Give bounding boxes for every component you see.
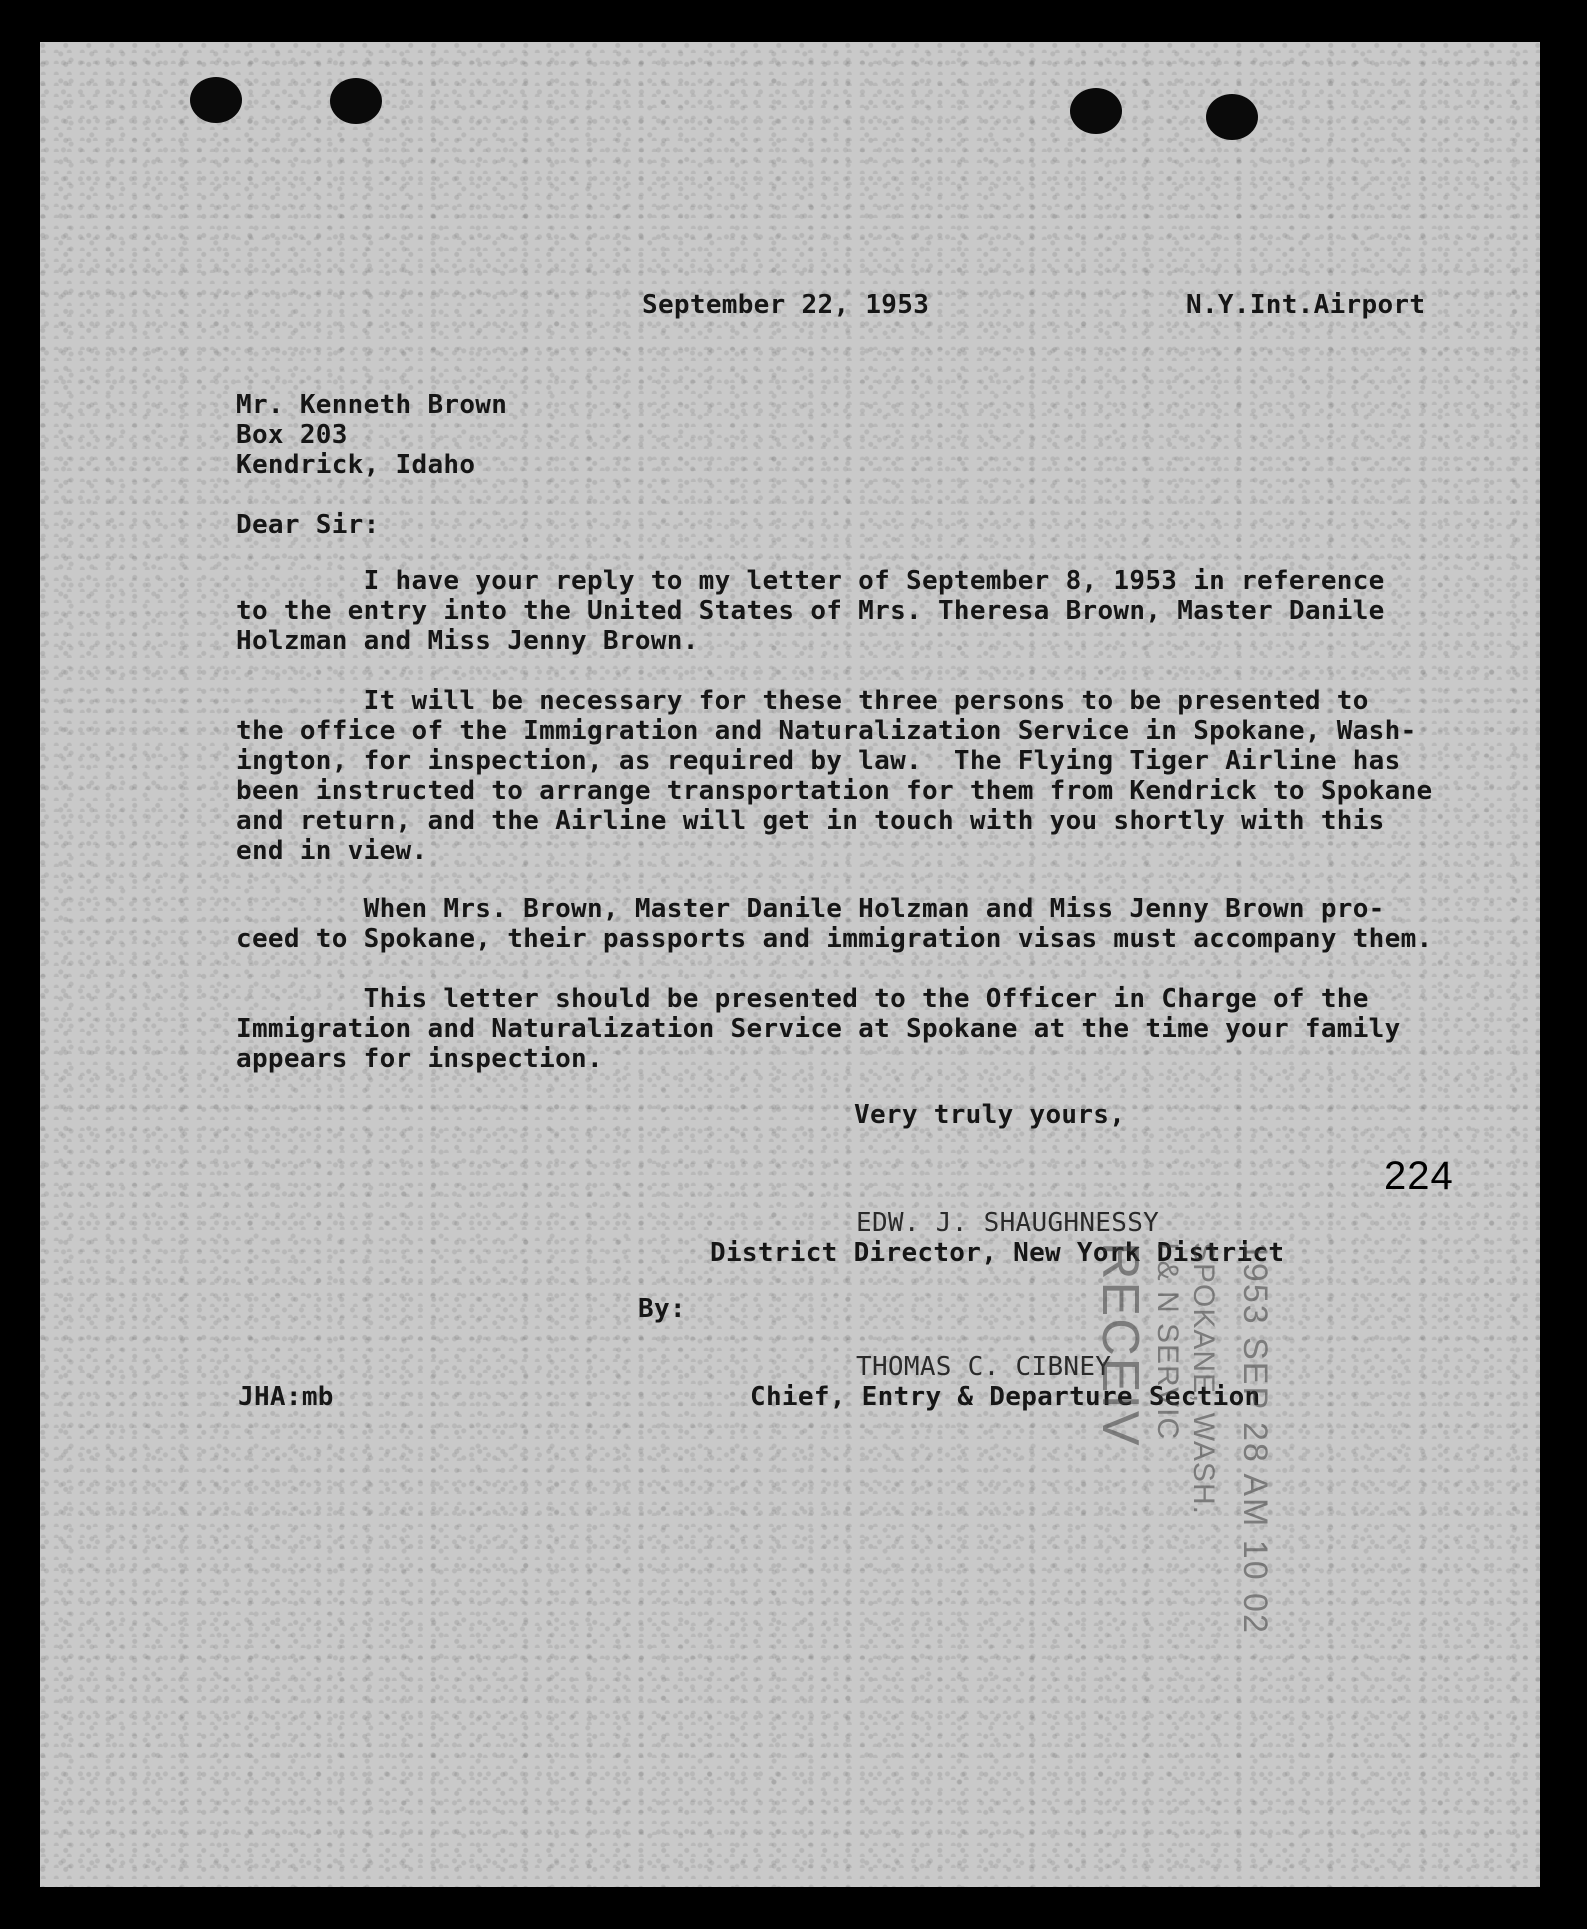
- salutation: Dear Sir:: [236, 510, 380, 540]
- page-number: 224: [1384, 1154, 1454, 1198]
- paragraph-2-line-3: ington, for inspection, as required by law. The Flying Tiger Airline has: [236, 746, 1401, 776]
- office-location: N.Y.Int.Airport: [1186, 290, 1426, 320]
- paragraph-2-line-4: been instructed to arrange transportation for them from Kendrick to Spokane: [236, 776, 1433, 806]
- stamp-location: SPOKANE, WASH.: [1187, 1242, 1220, 1515]
- recipient-box: Box 203: [236, 420, 348, 450]
- by-label: By:: [638, 1294, 686, 1324]
- paragraph-2-line-2: the office of the Immigration and Naturalization Service in Spokane, Wash-: [236, 716, 1417, 746]
- stamp-word: RECEIV: [1091, 1242, 1149, 1448]
- agent-title: Chief, Entry & Departure Section: [750, 1382, 1261, 1412]
- letter-date: September 22, 1953: [642, 290, 930, 320]
- received-stamp: [1050, 1242, 1280, 1682]
- punch-hole-2: [330, 78, 382, 124]
- paragraph-3-line-2: ceed to Spokane, their passports and immigration visas must accompany them.: [236, 924, 1433, 954]
- stamp-service: I & N SERVIC: [1151, 1242, 1184, 1441]
- stamp-datetime: 1953 SEP 28 AM 10 02: [1236, 1242, 1274, 1635]
- paragraph-4-line-2: Immigration and Naturalization Service at Spokane at the time your family: [236, 1014, 1401, 1044]
- paragraph-1-line-1: I have your reply to my letter of September 8, 1953 in reference: [236, 566, 1385, 596]
- letter-page: [40, 42, 1540, 1887]
- punch-hole-1: [190, 77, 242, 123]
- recipient-city: Kendrick, Idaho: [236, 450, 476, 480]
- punch-hole-3: [1070, 88, 1122, 134]
- typist-initials: JHA:mb: [238, 1382, 334, 1412]
- paragraph-2-line-6: end in view.: [236, 836, 428, 866]
- signatory-title: District Director, New York District: [710, 1238, 1285, 1268]
- paragraph-1-line-3: Holzman and Miss Jenny Brown.: [236, 626, 699, 656]
- closing: Very truly yours,: [854, 1100, 1126, 1130]
- recipient-name: Mr. Kenneth Brown: [236, 390, 508, 420]
- paragraph-4-line-3: appears for inspection.: [236, 1044, 603, 1074]
- paragraph-1-line-2: to the entry into the United States of Mrs. Theresa Brown, Master Danile: [236, 596, 1385, 626]
- signatory-name: EDW. J. SHAUGHNESSY: [856, 1208, 1160, 1238]
- paragraph-2-line-1: It will be necessary for these three persons to be presented to: [236, 686, 1369, 716]
- paragraph-3-line-1: When Mrs. Brown, Master Danile Holzman and Miss Jenny Brown pro-: [236, 894, 1385, 924]
- paragraph-2-line-5: and return, and the Airline will get in touch with you shortly with this: [236, 806, 1385, 836]
- punch-hole-4: [1206, 94, 1258, 140]
- agent-name: THOMAS C. CIBNEY: [856, 1352, 1112, 1382]
- paragraph-4-line-1: This letter should be presented to the Officer in Charge of the: [236, 984, 1369, 1014]
